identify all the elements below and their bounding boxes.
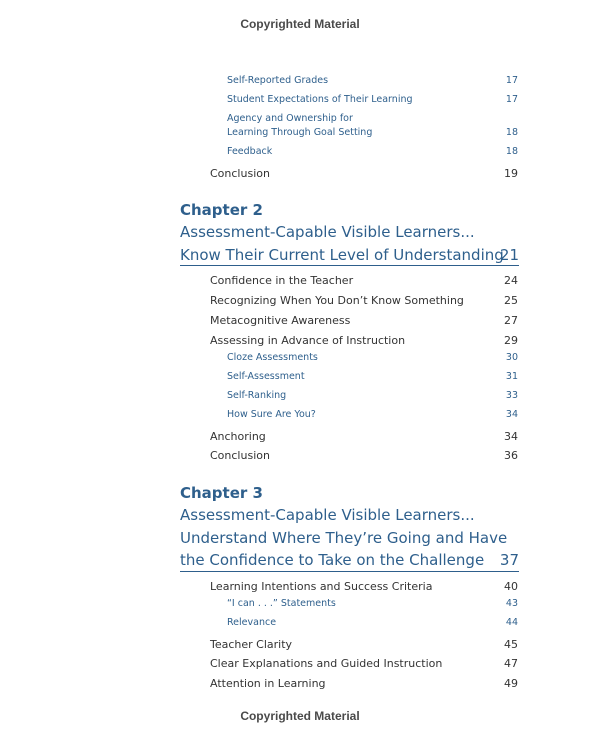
- toc-entry: [0, 449, 600, 465]
- toc-entry-title-line: Student Expectations of Their Learning: [227, 94, 413, 105]
- toc-entry: [0, 597, 600, 613]
- toc-entry-page: 44: [505, 617, 518, 628]
- toc-entry-title: [210, 449, 270, 463]
- toc-entry-page: 33: [505, 390, 518, 401]
- toc-entry-title-line: Metacognitive Awareness: [210, 314, 351, 327]
- toc-entry-title-line: Conclusion: [210, 449, 270, 462]
- toc-entry-title-line: Clear Explanations and Guided Instruction: [210, 657, 443, 670]
- toc-entry-title: [210, 677, 326, 691]
- toc-entry-title-line: How Sure Are You?: [227, 409, 316, 420]
- toc-entry-title: [210, 334, 405, 348]
- toc-entry-page: 18: [505, 146, 518, 157]
- toc-entry-page: 34: [504, 430, 518, 443]
- toc-entry: [0, 638, 600, 654]
- chapter2-label: Chapter 2: [180, 201, 263, 219]
- toc-entry-title-line: Assessing in Advance of Instruction: [210, 334, 406, 347]
- chapter2-rule: [180, 265, 519, 266]
- toc-entry: [0, 314, 600, 330]
- toc-entry-title-line: Self-Assessment: [227, 371, 305, 382]
- toc-entry-title: [227, 93, 413, 107]
- toc-entry: [0, 93, 600, 109]
- toc-entry: [0, 389, 600, 405]
- chapter3-page: 37: [499, 551, 519, 569]
- toc-entry-title: [210, 430, 266, 444]
- toc-entry-page: 17: [505, 94, 518, 105]
- toc-entry: [0, 677, 600, 693]
- chapter3-title-line: Assessment-Capable Visible Learners...: [180, 506, 475, 524]
- toc-entry-title: [227, 597, 336, 611]
- chapter3-label: Chapter 3: [180, 484, 263, 502]
- toc-entry-title: [227, 145, 272, 159]
- toc-entry-title-line: Attention in Learning: [210, 677, 326, 690]
- toc-entry-title-line: Cloze Assessments: [227, 352, 318, 363]
- toc-entry: [0, 294, 600, 310]
- chapter3-title-line: the Confidence to Take on the Challenge: [180, 551, 485, 569]
- toc-entry: [0, 112, 600, 138]
- toc-entry-title-line: Self-Ranking: [227, 390, 287, 401]
- toc-entry-title-line: Self-Reported Grades: [227, 75, 329, 86]
- toc-entry: [0, 334, 600, 350]
- toc-entry-title-line: Feedback: [227, 146, 273, 157]
- toc-entry-page: 24: [504, 274, 518, 287]
- toc-entry-title-line: Learning Through Goal Setting: [227, 127, 373, 138]
- watermark-bottom: Copyrighted Material: [240, 709, 360, 723]
- toc-entry: [0, 580, 600, 596]
- toc-entry-title-line: “I can . . .” Statements: [227, 598, 336, 609]
- toc-entry: [0, 616, 600, 632]
- toc-entry-title-line: Relevance: [227, 617, 277, 628]
- toc-entry-page: 17: [505, 75, 518, 86]
- toc-entry-title: [227, 408, 316, 422]
- toc-entry-title: [210, 580, 432, 594]
- toc-entry-page: 27: [504, 314, 518, 327]
- toc-entry-title: [210, 274, 353, 288]
- toc-entry-title: [210, 314, 350, 328]
- toc-entry: [0, 430, 600, 446]
- toc-entry: [0, 274, 600, 290]
- toc-entry-page: 49: [504, 677, 518, 690]
- toc-entry-page: 45: [504, 638, 518, 651]
- toc-entry: [0, 351, 600, 367]
- toc-entry-title-line: Confidence in the Teacher: [210, 274, 354, 287]
- toc-entry-title-line: Learning Intentions and Success Criteria: [210, 580, 433, 593]
- toc-entry-title: [210, 294, 464, 308]
- chapter2-title-line: Assessment-Capable Visible Learners...: [180, 223, 475, 241]
- toc-entry-title: [227, 74, 328, 88]
- chapter3-title-line: Understand Where They’re Going and Have: [180, 529, 508, 547]
- toc-entry-title: [210, 657, 442, 671]
- toc-entry: [0, 74, 600, 90]
- toc-entry-title: [227, 370, 305, 384]
- chapter3-rule: [180, 571, 519, 572]
- toc-entry: [0, 657, 600, 673]
- toc-entry-page: 19: [504, 167, 518, 180]
- toc-entry-page: 31: [505, 371, 518, 382]
- toc-entry-page: 25: [504, 294, 518, 307]
- toc-entry-page: 36: [504, 449, 518, 462]
- toc-entry-page: 34: [505, 409, 518, 420]
- toc-entry-page: 43: [505, 598, 518, 609]
- toc-entry-title-line: Conclusion: [210, 167, 270, 180]
- toc-entry: [0, 408, 600, 424]
- toc-entry-page: 40: [504, 580, 518, 593]
- toc-entry-title: [227, 112, 372, 140]
- toc-entry-title-line: Teacher Clarity: [210, 638, 293, 651]
- toc-entry-title: [227, 616, 276, 630]
- toc-entry-title-line: Anchoring: [210, 430, 266, 443]
- toc-entry-title: [227, 389, 286, 403]
- chapter2-page: 21: [499, 246, 519, 264]
- toc-entry-page: 30: [505, 352, 518, 363]
- toc-entry-title: [227, 351, 318, 365]
- toc-entry-title: [210, 638, 292, 652]
- chapter2-title-line: Know Their Current Level of Understanding: [180, 246, 504, 264]
- toc-entry: [0, 167, 600, 183]
- toc-entry-title-line: Recognizing When You Don’t Know Something: [210, 294, 464, 307]
- toc-entry: [0, 145, 600, 161]
- toc-entry-page: 29: [504, 334, 518, 347]
- toc-entry-title: [210, 167, 270, 181]
- toc-entry-page: 47: [504, 657, 518, 670]
- toc-entry: [0, 370, 600, 386]
- watermark-top: Copyrighted Material: [240, 17, 360, 31]
- toc-entry-page: 18: [505, 127, 518, 138]
- toc-entry-title-line: Agency and Ownership for: [227, 113, 353, 124]
